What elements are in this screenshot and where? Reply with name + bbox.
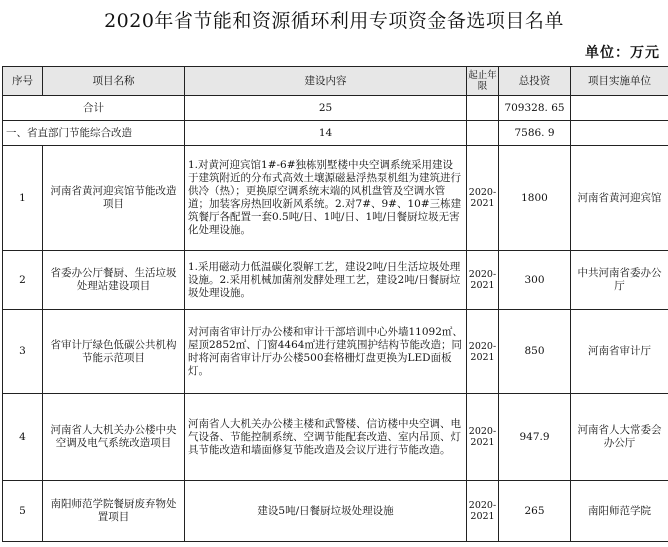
- header-org: 项目实施单位: [571, 67, 668, 96]
- header-seq: 序号: [3, 67, 43, 96]
- row-name: 省审计厅绿色低碳公共机构节能示范项目: [43, 310, 185, 394]
- total-row: [3, 96, 668, 121]
- row-org: 南阳师范学院: [571, 481, 668, 542]
- row-content: 河南省人大机关办公楼主楼和武警楼、信访楼中央空调、电气设备、节能控制系统、空调节能配套改造、室内吊顶、灯具节能改造和墙面修复节能改造及会议厅进行节能改造。: [185, 394, 467, 481]
- row-period: 2020-2021: [467, 481, 499, 542]
- row-investment: 850: [499, 310, 571, 394]
- row-org: 河南省审计厅: [571, 310, 668, 394]
- row-period: 2020-2021: [467, 310, 499, 394]
- table-row: [3, 310, 668, 394]
- header-investment: 总投资: [499, 67, 571, 96]
- header-row: [3, 67, 668, 96]
- row-name: 南阳师范学院餐厨废弃物处置项目: [43, 481, 185, 542]
- row-seq: 4: [3, 394, 43, 481]
- total-count: 25: [185, 96, 467, 121]
- total-label: 合计: [3, 96, 185, 121]
- table-row: [3, 481, 668, 542]
- row-investment: 947.9: [499, 394, 571, 481]
- row-period: 2020-2021: [467, 251, 499, 310]
- row-org: 中共河南省委办公厅: [571, 251, 668, 310]
- table-row: [3, 394, 668, 481]
- row-investment: 1800: [499, 146, 571, 251]
- header-period: 起止年限: [467, 67, 499, 96]
- table-row: [3, 251, 668, 310]
- row-org: 河南省黄河迎宾馆: [571, 146, 668, 251]
- row-org: 河南省人大常委会办公厅: [571, 394, 668, 481]
- group-label: 一、省直部门节能综合改造: [3, 121, 185, 146]
- group-investment: 7586. 9: [499, 121, 571, 146]
- row-period: 2020-2021: [467, 394, 499, 481]
- header-name: 项目名称: [43, 67, 185, 96]
- row-name: 省委办公厅餐厨、生活垃圾处理站建设项目: [43, 251, 185, 310]
- row-seq: 5: [3, 481, 43, 542]
- group-count: 14: [185, 121, 467, 146]
- row-content: 对河南省审计厅办公楼和审计干部培训中心外墙11092㎡、屋顶2852㎡、门窗4464㎡进行建筑围护结构节能改造；同时将河南省审计厅办公楼500套格栅灯盘更换为LED面板灯。: [185, 310, 467, 394]
- row-seq: 1: [3, 146, 43, 251]
- row-seq: 3: [3, 310, 43, 394]
- row-content: 1.采用磁动力低温碳化裂解工艺，建设2吨/日生活垃圾处理设施。2.采用机械加菌剂发酵处理工艺，建设2吨/日餐厨垃圾处理设施。: [185, 251, 467, 310]
- row-investment: 300: [499, 251, 571, 310]
- total-investment: 709328. 65: [499, 96, 571, 121]
- row-seq: 2: [3, 251, 43, 310]
- unit-label: 单位：万元: [585, 45, 660, 61]
- group-row: [3, 121, 668, 146]
- row-investment: 265: [499, 481, 571, 542]
- row-content: 1.对黄河迎宾馆1#-6#独栋别墅楼中央空调系统采用建设于建筑附近的分布式高效土壤源磁悬浮热泵机组为建筑进行供冷（热）；更换原空调系统末端的风机盘管及空调水管道；加装客房热回收新风系统。2.对7#、9#、10#三栋建筑餐厅各配置一套0.5吨/日、1吨/日、1吨/日餐厨垃圾无害化处理设施。: [185, 146, 467, 251]
- header-content: 建设内容: [185, 67, 467, 96]
- project-table: [2, 66, 668, 542]
- row-name: 河南省人大机关办公楼中央空调及电气系统改造项目: [43, 394, 185, 481]
- row-content: 建设5吨/日餐厨垃圾处理设施: [185, 481, 467, 542]
- row-period: 2020-2021: [467, 146, 499, 251]
- table-row: [3, 146, 668, 251]
- row-name: 河南省黄河迎宾馆节能改造项目: [43, 146, 185, 251]
- page-title: 2020年省节能和资源循环利用专项资金备选项目名单: [104, 10, 564, 32]
